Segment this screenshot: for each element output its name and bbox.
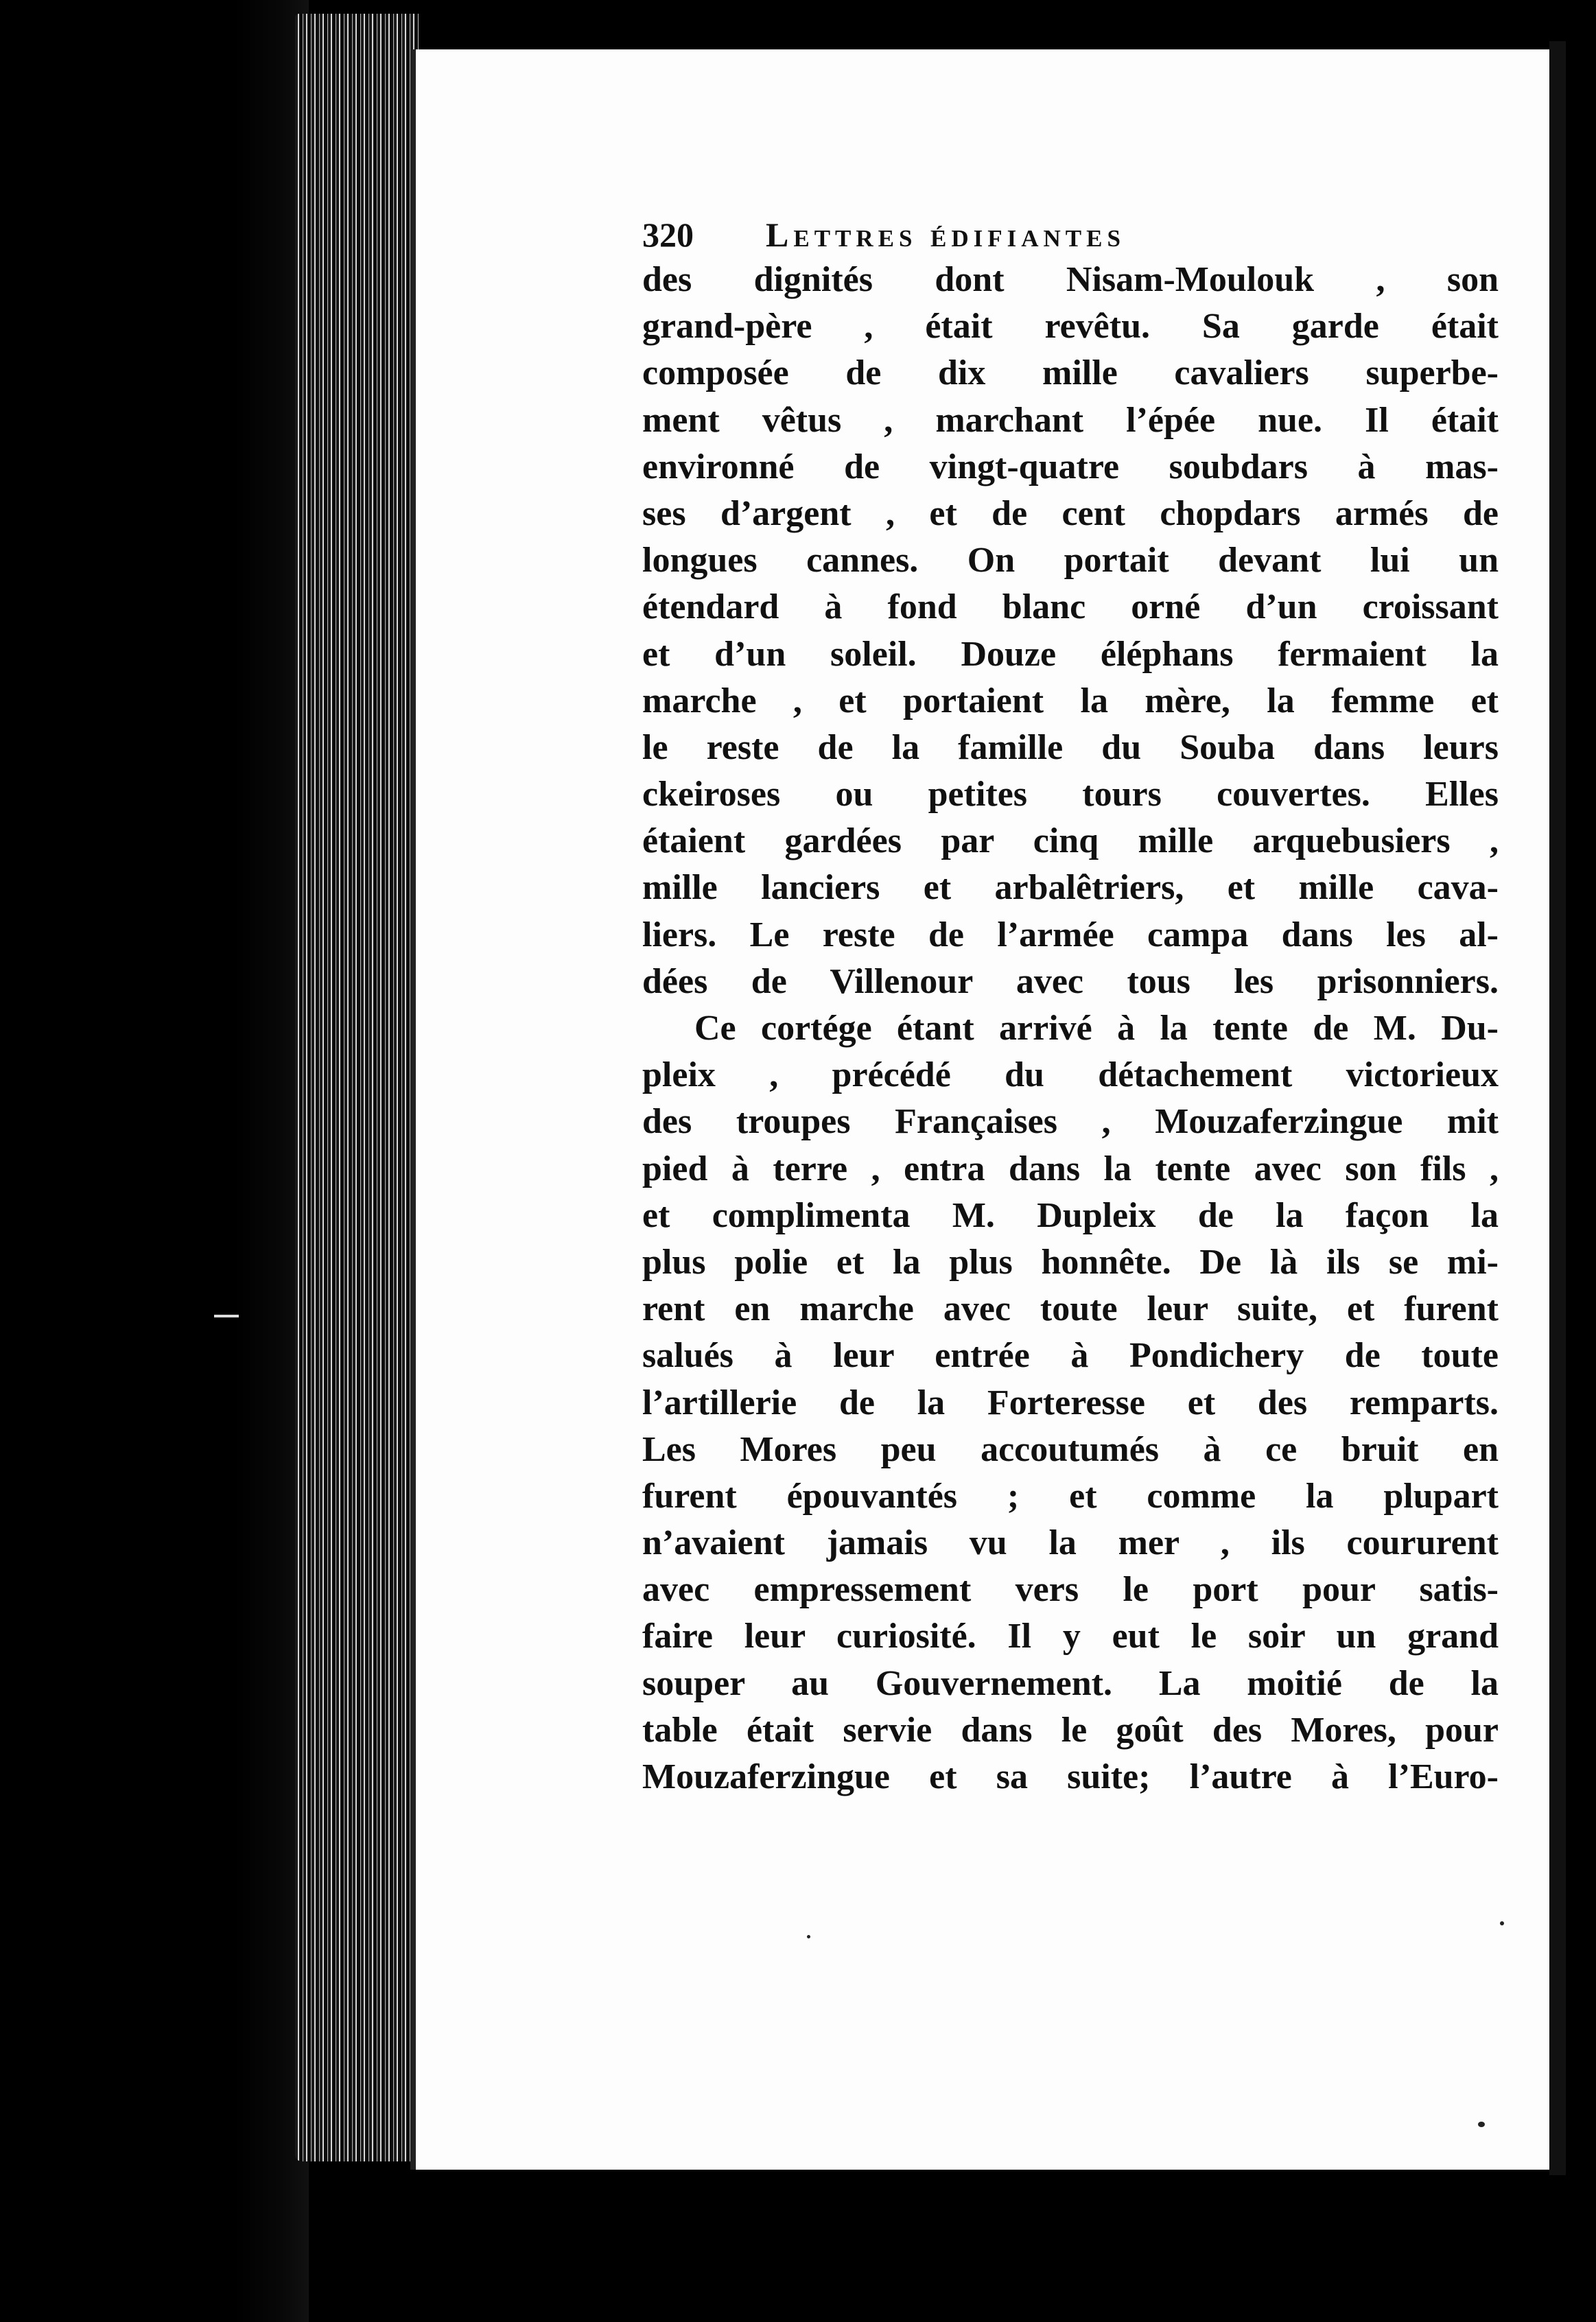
text-line: le reste de la famille du Souba dans leurs — [642, 727, 1499, 767]
text-line: et complimenta M. Dupleix de la façon la — [642, 1195, 1499, 1235]
text-line: Les Mores peu accoutumés à ce bruit en — [642, 1429, 1499, 1469]
text-line: ment vêtus , marchant l’épée nue. Il était — [642, 400, 1499, 440]
text-line: plus polie et la plus honnête. De là ils se mi- — [642, 1242, 1499, 1282]
text-line: table était servie dans le goût des Mores, pour — [642, 1710, 1499, 1750]
text-line: liers. Le reste de l’armée campa dans les al- — [642, 915, 1499, 954]
text-line: pleix , précédé du détachement victorieux — [642, 1055, 1499, 1095]
text-line: souper au Gouvernement. La moitié de la — [642, 1663, 1499, 1703]
text-line: Ce cortége étant arrivé à la tente de M. Du- — [694, 1009, 1499, 1048]
ink-speck — [1478, 2122, 1485, 2127]
text-line: étendard à fond blanc orné d’un croissant — [642, 587, 1499, 627]
text-line: salués à leur entrée à Pondichery de toute — [642, 1336, 1499, 1376]
text-line: composée de dix mille cavaliers superbe- — [642, 353, 1499, 393]
page-edges — [295, 14, 419, 2161]
text-line: pied à terre , entra dans la tente avec son fils , — [642, 1149, 1499, 1188]
text-line: faire leur curiosité. Il y eut le soir un grand — [642, 1617, 1499, 1656]
text-line: Mouzaferzingue et sa suite; l’autre à l’Euro- — [642, 1757, 1499, 1796]
text-line: longues cannes. On portait devant lui un — [642, 541, 1499, 580]
text-line: étaient gardées par cinq mille arquebusiers , — [642, 821, 1499, 861]
text-line: et d’un soleil. Douze éléphans fermaient la — [642, 634, 1499, 674]
page-number: 320 — [642, 215, 694, 254]
body-text — [642, 257, 1499, 1801]
text-line: marche , et portaient la mère, la femme et — [642, 681, 1499, 720]
text-line: dées de Villenour avec tous les prisonniers. — [642, 961, 1499, 1001]
ink-speck — [1500, 1921, 1504, 1925]
text-line: ckeiroses ou petites tours couvertes. Elles — [642, 775, 1499, 814]
text-line: mille lanciers et arbalêtriers, et mille cava- — [642, 868, 1499, 908]
text-line: ses d’argent , et de cent chopdars armés de — [642, 493, 1499, 533]
text-line: environné de vingt-quatre soubdars à mas- — [642, 447, 1499, 486]
running-head — [642, 213, 1499, 257]
text-line: grand-père , était revêtu. Sa garde était — [642, 307, 1499, 347]
page-text — [642, 213, 1499, 1801]
text-line: des troupes Françaises , Mouzaferzingue mit — [642, 1102, 1499, 1142]
margin-mark — [214, 1315, 239, 1317]
text-line: furent épouvantés ; et comme la plupart — [642, 1476, 1499, 1516]
text-line: avec empressement vers le port pour satis- — [642, 1570, 1499, 1610]
text-line: n’avaient jamais vu la mer , ils coururent — [642, 1523, 1499, 1563]
book-page — [410, 49, 1555, 2170]
text-line: rent en marche avec toute leur suite, et furent — [642, 1289, 1499, 1329]
ink-speck — [807, 1935, 810, 1938]
running-head-title: Lettres édifiantes — [766, 215, 1125, 254]
text-line: l’artillerie de la Forteresse et des remparts. — [642, 1383, 1499, 1422]
page-right-edge — [1549, 41, 1566, 2175]
text-line: des dignités dont Nisam-Moulouk , son — [642, 260, 1499, 299]
